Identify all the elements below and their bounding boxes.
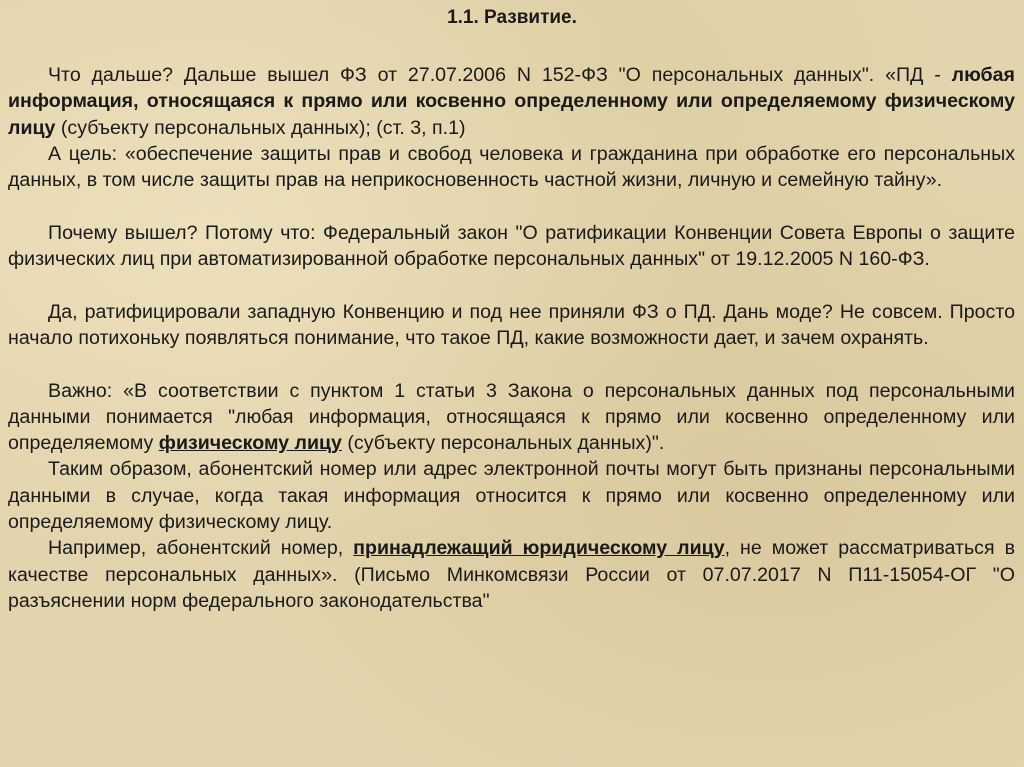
paragraph-thus: Таким образом, абонентский номер или адрес электронной почты могут быть признаны персональными данными в случае, когда такая информация относится к прямо или косвенно определенному или определяемому физическому лицу. — [8, 458, 1015, 534]
spacer — [8, 351, 1015, 377]
spacer — [8, 193, 1015, 219]
slide-body — [8, 62, 1015, 614]
paragraph-example — [8, 535, 1015, 614]
spacer — [8, 272, 1015, 298]
paragraph-example-tail: , не может рассматриваться в качестве персональных данных». (Письмо Минкомсвязи России от 07.07.2017 N П11-15054-ОГ "О разъяснении норм федерального законодательства" — [8, 537, 1015, 612]
paragraph-law-152-text: Что дальше? Дальше вышел ФЗ от 27.07.2006 N 152-ФЗ "О персональных данных". «ПД - — [48, 64, 952, 86]
paragraph-important-tail: (субъекту персональных данных)". — [341, 432, 665, 455]
pd-definition-bold: любая информация, относящаяся к прямо или косвенно определенному или определяемому физическому лицу — [8, 64, 1015, 139]
paragraph-ratification: Да, ратифицировали западную Конвенцию и под нее приняли ФЗ о ПД. Дань моде? Не совсем. Просто начало потихоньку появляться понимание, что такое ПД, какие возможности дает, и зачем охранять. — [8, 300, 1015, 349]
paragraph-goal: А цель: «обеспечение защиты прав и свобод человека и гражданина при обработке его персональных данных, в том числе защиты прав на неприкосновенность частной жизни, личную и семейную тайну». — [8, 142, 1015, 192]
slide-title: 1.1. Развитие. — [447, 7, 577, 28]
paragraph-example-text: Например, абонентский номер, — [48, 537, 354, 560]
paragraph-law-152-ref: (субъекту персональных данных); (ст. 3, п.1) — [55, 116, 466, 139]
paragraph-why: Почему вышел? Потому что: Федеральный закон "О ратификации Конвенции Совета Европы о защите физических лиц при автоматизированной обработке персональных данных" от 19.12.2005 N 160-ФЗ. — [8, 221, 1015, 271]
paragraph-important — [8, 378, 1015, 457]
physical-person-bold-underline: физическому лицу — [158, 432, 342, 455]
legal-entity-bold-underline: принадлежащий юридическому лицу — [353, 537, 725, 560]
paragraph-important-text: Важно: «В соответствии с пунктом 1 статьи 3 Закона о персональных данных под персональными данными понимается "любая информация, относящаяся к прямо или косвенно определенному или определяемому — [8, 379, 1015, 455]
paragraph-law-152 — [8, 62, 1015, 141]
